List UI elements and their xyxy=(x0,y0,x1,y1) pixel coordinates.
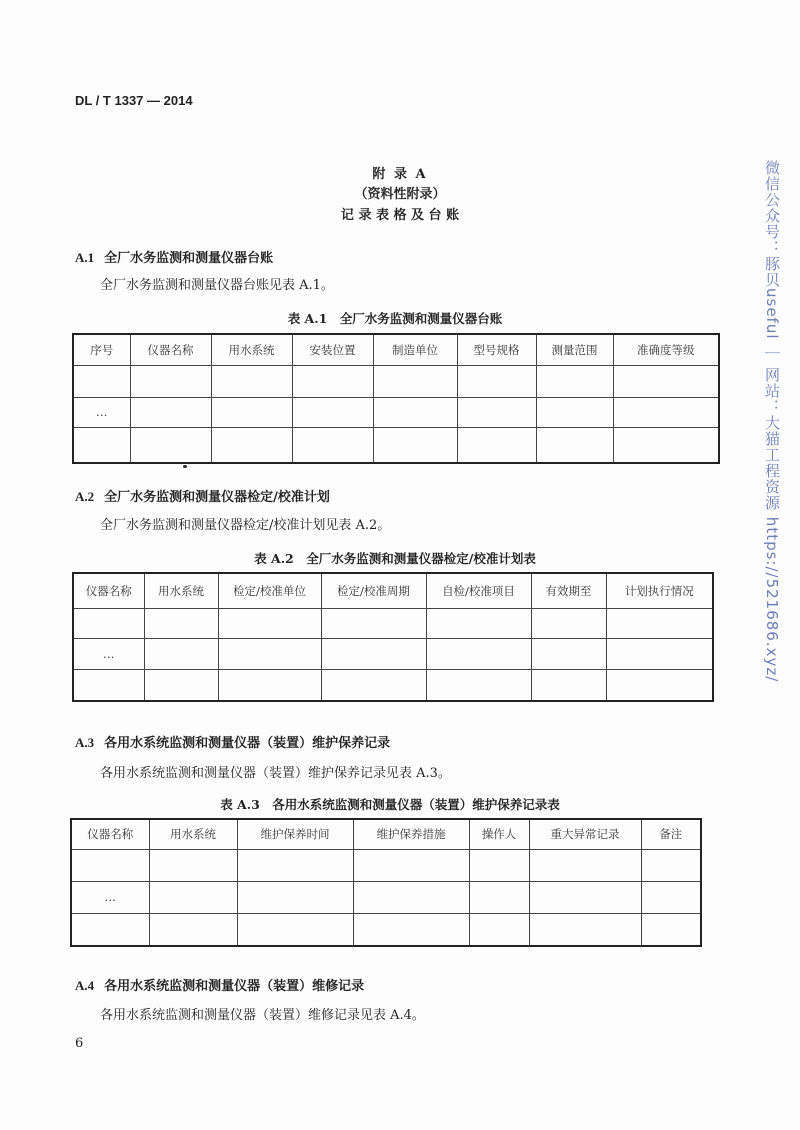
table-cell xyxy=(531,669,606,701)
table-cell xyxy=(71,849,149,881)
table-cell xyxy=(536,427,613,463)
table-cell xyxy=(211,427,292,463)
table-header-row xyxy=(71,819,701,849)
table-row xyxy=(73,669,713,701)
table-cell xyxy=(426,638,531,669)
table-row xyxy=(73,638,713,669)
column-header: 型号规格 xyxy=(457,334,536,365)
table-cell xyxy=(130,365,211,397)
watermark: 微信公众号：豚贝useful ｜ 网站：大猫工程资源 https://521686.xyz/ xyxy=(763,160,781,683)
column-header: 序号 xyxy=(73,334,130,365)
appendix-subtitle: 记 录 表 格 及 台 账 xyxy=(340,208,460,223)
column-header: 用水系统 xyxy=(211,334,292,365)
table-cell xyxy=(457,397,536,427)
column-header: 有效期至 xyxy=(531,573,606,608)
table-cell xyxy=(606,608,713,638)
table-cell xyxy=(73,427,130,463)
table-cell xyxy=(73,608,144,638)
table-cell xyxy=(606,669,713,701)
standard-number: DL / T 1337 — 2014 xyxy=(75,93,193,108)
table-cell xyxy=(237,913,353,946)
table-cell xyxy=(237,881,353,913)
table-cell xyxy=(457,427,536,463)
column-header: 仪器名称 xyxy=(130,334,211,365)
table-cell xyxy=(373,427,457,463)
table-row xyxy=(73,427,719,463)
table-cell xyxy=(218,638,321,669)
table-header-row xyxy=(73,334,719,365)
table-cell xyxy=(292,397,373,427)
table-cell xyxy=(373,365,457,397)
table-cell xyxy=(613,427,719,463)
page-number: 6 xyxy=(75,1036,84,1051)
column-header: 自检/校准项目 xyxy=(426,573,531,608)
table-row xyxy=(71,881,701,913)
section-text-a2: 全厂水务监测和测量仪器检定/校准计划见表 A.2。 xyxy=(100,518,391,533)
stray-mark xyxy=(183,465,187,468)
table-cell xyxy=(529,881,641,913)
table-cell xyxy=(613,365,719,397)
column-header: 制造单位 xyxy=(373,334,457,365)
column-header: 维护保养时间 xyxy=(237,819,353,849)
table-cell xyxy=(144,608,218,638)
table-cell xyxy=(536,365,613,397)
table-cell xyxy=(641,849,701,881)
table-cell xyxy=(321,608,426,638)
column-header: 操作人 xyxy=(469,819,529,849)
section-text-a4: 各用水系统监测和测量仪器（装置）维修记录见表 A.4。 xyxy=(100,1008,425,1023)
column-header: 测量范围 xyxy=(536,334,613,365)
section-text-a3: 各用水系统监测和测量仪器（装置）维护保养记录见表 A.3。 xyxy=(100,766,451,781)
table-cell xyxy=(130,397,211,427)
table-cell xyxy=(237,849,353,881)
column-header: 仪器名称 xyxy=(71,819,149,849)
table-cell xyxy=(641,913,701,946)
table-header-row xyxy=(73,573,713,608)
section-heading-a1: A.1 全厂水务监测和测量仪器台账 xyxy=(75,250,274,266)
table-cell xyxy=(71,913,149,946)
table-cell xyxy=(292,365,373,397)
section-text-a1: 全厂水务监测和测量仪器台账见表 A.1。 xyxy=(100,278,334,293)
table-cell xyxy=(144,669,218,701)
table-cell xyxy=(529,849,641,881)
table-cell xyxy=(211,365,292,397)
table-a3 xyxy=(70,818,702,947)
table-row xyxy=(71,913,701,946)
column-header: 维护保养措施 xyxy=(353,819,469,849)
table-cell xyxy=(531,638,606,669)
section-heading-a2: A.2 全厂水务监测和测量仪器检定/校准计划 xyxy=(75,489,330,505)
table-row xyxy=(73,608,713,638)
table-cell xyxy=(469,881,529,913)
table-cell xyxy=(149,913,237,946)
table-cell xyxy=(529,913,641,946)
table-cell xyxy=(469,849,529,881)
table-cell xyxy=(353,849,469,881)
table-cell xyxy=(469,913,529,946)
table-cell xyxy=(292,427,373,463)
table-cell xyxy=(457,365,536,397)
table-cell xyxy=(218,669,321,701)
section-heading-a4: A.4 各用水系统监测和测量仪器（装置）维修记录 xyxy=(75,978,365,994)
table-cell xyxy=(130,427,211,463)
table-cell xyxy=(613,397,719,427)
table-cell xyxy=(426,669,531,701)
table-caption-a1: 表 A.1 全厂水务监测和测量仪器台账 xyxy=(287,311,503,326)
table-cell xyxy=(606,638,713,669)
table-a1 xyxy=(72,333,720,464)
table-caption-a2: 表 A.2 全厂水务监测和测量仪器检定/校准计划表 xyxy=(254,551,536,566)
column-header: 安装位置 xyxy=(292,334,373,365)
table-cell xyxy=(641,881,701,913)
column-header: 准确度等级 xyxy=(613,334,719,365)
appendix-title: 附 录 A xyxy=(372,167,428,182)
table-cell xyxy=(211,397,292,427)
table-cell xyxy=(531,608,606,638)
column-header: 仪器名称 xyxy=(73,573,144,608)
table-cell xyxy=(73,365,130,397)
table-row xyxy=(73,397,719,427)
column-header: 计划执行情况 xyxy=(606,573,713,608)
table-cell xyxy=(144,638,218,669)
table-cell xyxy=(426,608,531,638)
table-cell xyxy=(536,397,613,427)
table-row xyxy=(71,849,701,881)
table-cell xyxy=(321,638,426,669)
appendix-type: （资料性附录） xyxy=(354,187,446,202)
column-header: 备注 xyxy=(641,819,701,849)
table-cell xyxy=(149,849,237,881)
table-cell xyxy=(353,881,469,913)
column-header: 检定/校准周期 xyxy=(321,573,426,608)
column-header: 重大异常记录 xyxy=(529,819,641,849)
table-row xyxy=(73,365,719,397)
table-cell xyxy=(73,669,144,701)
column-header: 检定/校准单位 xyxy=(218,573,321,608)
table-cell xyxy=(149,881,237,913)
column-header: 用水系统 xyxy=(144,573,218,608)
column-header: 用水系统 xyxy=(149,819,237,849)
table-cell xyxy=(373,397,457,427)
table-a2 xyxy=(72,572,714,702)
table-cell xyxy=(353,913,469,946)
section-heading-a3: A.3 各用水系统监测和测量仪器（装置）维护保养记录 xyxy=(75,735,391,751)
table-cell xyxy=(218,608,321,638)
table-cell xyxy=(321,669,426,701)
table-cell: … xyxy=(73,638,144,669)
table-caption-a3: 表 A.3 各用水系统监测和测量仪器（装置）维护保养记录表 xyxy=(220,797,560,812)
table-cell: … xyxy=(71,881,149,913)
table-cell: … xyxy=(73,397,130,427)
